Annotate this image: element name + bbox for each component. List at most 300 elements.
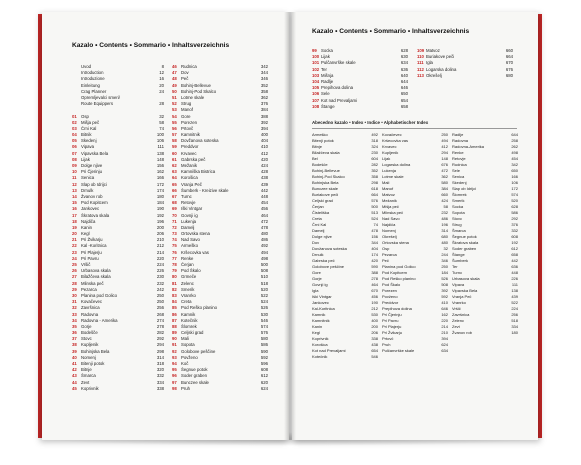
list-item-number: 82 — [172, 286, 177, 292]
list-item-label: Kanin — [312, 324, 323, 329]
list-item-number: 18 — [72, 218, 77, 224]
list-item-page: 636 — [400, 66, 408, 72]
list-item-label: Damelj — [312, 228, 325, 233]
list-item-page: 576 — [260, 330, 268, 336]
list-item-number: 75 — [172, 243, 177, 249]
list-item-page: 412 — [441, 144, 448, 149]
list-item-label: Vipavska Bela — [81, 150, 109, 156]
list-item-page: 212 — [371, 306, 378, 311]
list-item-page: 472 — [441, 168, 448, 173]
list-item — [452, 330, 518, 336]
list-item-number: 98 — [172, 385, 177, 391]
list-item-number: 108 — [312, 103, 320, 109]
list-item-label: Kot nad Prevaljami — [321, 97, 358, 103]
list-item-label: Turnc — [181, 193, 192, 199]
list-item-label: Bodešče — [312, 162, 328, 167]
list-item-label: Lotme skale — [382, 174, 404, 179]
list-item-page: 660 — [441, 192, 448, 197]
list-item-page: 438 — [371, 342, 378, 347]
list-item-label: Krvavec — [181, 150, 197, 156]
list-item-label: Bel — [312, 156, 318, 161]
list-item-number: 01 — [72, 113, 77, 119]
list-item-page: 192 — [156, 212, 164, 218]
list-item-number: 22 — [72, 243, 77, 249]
list-item-label: Kamnik — [181, 311, 196, 317]
list-item-number: 94 — [172, 361, 177, 366]
list-item-page: 384 — [260, 107, 268, 113]
list-item-page: 580 — [260, 336, 268, 342]
list-item-label: Žvanov rob — [81, 193, 103, 199]
list-item-page: 258 — [511, 138, 518, 143]
list-item-label: Prepihova dolina — [382, 306, 412, 311]
list-item-number: 08 — [72, 156, 77, 162]
list-item-page: 640 — [400, 72, 408, 78]
list-item-page: 156 — [156, 163, 164, 168]
list-item-page: 184 — [441, 270, 448, 275]
list-item-label: Kotečnik — [312, 354, 328, 359]
list-item-page: 250 — [156, 299, 164, 305]
list-item-page: 226 — [156, 268, 164, 274]
list-item-label: Kamniška Bistrica — [181, 169, 216, 175]
list-item-page: 388 — [371, 270, 378, 275]
list-item-number: 39 — [72, 348, 77, 354]
list-item-label: Bunczee skale — [312, 186, 339, 191]
list-item-label: Pri Pavru — [81, 255, 99, 261]
list-item-page: 200 — [371, 324, 378, 329]
list-item-page: 628 — [511, 204, 518, 209]
list-item-number: 33 — [72, 311, 77, 317]
list-item-label: Zevt — [452, 324, 460, 329]
list-item-label: Introduzione — [81, 76, 105, 82]
list-item-label: Radovna - Amerika — [81, 317, 118, 323]
list-item-label: Pri Žvikarju — [81, 237, 103, 243]
list-item-label: Lijak — [321, 54, 330, 60]
list-item-label: Pulčanvrške skale — [382, 348, 415, 353]
list-item-page: 214 — [441, 324, 448, 329]
list-item-page: 138 — [156, 150, 164, 156]
list-item-page: 358 — [260, 88, 268, 94]
list-item-page: 338 — [156, 385, 164, 391]
list-item-number: 42 — [72, 367, 77, 373]
list-item-label: Gorje — [81, 323, 92, 329]
list-item-label: Kupljenik — [81, 342, 99, 348]
list-item-number: 109 — [417, 48, 425, 53]
list-item-label: Gabrska peč — [312, 258, 335, 263]
list-item-number: 88 — [172, 323, 177, 329]
list-item-page: 210 — [156, 237, 164, 243]
list-item-page: 448 — [260, 193, 268, 199]
list-item-page: 362 — [441, 174, 448, 179]
list-item-number: 99 — [312, 48, 317, 53]
list-item-page: 268 — [156, 311, 164, 317]
index-column-1 — [312, 132, 378, 360]
list-item-number: 17 — [72, 212, 77, 218]
list-item-number: 41 — [72, 361, 77, 366]
list-item-label: Zelenc — [181, 280, 194, 286]
list-item-label: Senica — [452, 174, 465, 179]
list-item-label: Kršecovka vas — [382, 138, 409, 143]
list-item-page: 250 — [441, 132, 448, 137]
list-item-label: Peč — [382, 258, 389, 263]
list-item-page: 420 — [371, 258, 378, 263]
right-page — [292, 12, 538, 440]
list-item-page: 658 — [511, 252, 518, 257]
list-item-label: Rudnica — [181, 64, 197, 69]
list-item-label: Opremljevalci smeri/ — [81, 94, 120, 100]
contents-column-2 — [172, 64, 268, 392]
list-item-label: Mlinska peč — [382, 210, 404, 215]
list-item-number: 93 — [172, 354, 177, 360]
list-item-number: 95 — [172, 367, 177, 373]
list-item-number: 49 — [172, 82, 177, 88]
list-item-page: 166 — [511, 174, 518, 179]
list-item-label: Dolge njive — [81, 163, 103, 168]
list-item-number: 07 — [72, 150, 77, 156]
list-item-page: 400 — [371, 318, 378, 323]
list-item-number: 15 — [72, 200, 77, 206]
list-item-label: Bohinj-Pod Skalco — [312, 174, 345, 179]
list-item — [312, 104, 408, 110]
list-item-page: 148 — [156, 156, 164, 162]
list-item-page: 180 — [511, 330, 518, 335]
list-item-label: Nomenj — [382, 228, 396, 233]
list-item-page: 412 — [260, 150, 268, 156]
list-item-page: 428 — [260, 169, 268, 175]
list-item-page: 500 — [371, 204, 378, 209]
list-item-number: 44 — [72, 379, 77, 385]
list-item-label: Pezarca — [382, 252, 397, 257]
list-item-number: 107 — [312, 97, 320, 103]
list-item-page: 106 — [156, 138, 164, 144]
list-item-page: 464 — [371, 282, 378, 287]
list-item-label: Iški Vintgar — [181, 206, 203, 212]
list-item-page: 520 — [511, 198, 518, 203]
list-item-label: Dovžanova soteska — [312, 246, 347, 251]
list-item-label: Pri Pavru — [382, 318, 399, 323]
open-book — [34, 12, 546, 442]
alphabetical-index-title: Abecedno kazalo • Index • Indice • Alphabetischer Index — [312, 120, 429, 125]
list-item-label: Bohinj-Pod Skalco — [181, 88, 217, 94]
list-item-page: 658 — [400, 103, 408, 109]
list-item-label: Kegl — [81, 231, 90, 237]
list-item-page: 590 — [371, 264, 378, 269]
list-item-number: 64 — [172, 175, 177, 181]
list-item-page: 624 — [441, 342, 448, 347]
list-item-page: 111 — [511, 282, 518, 287]
list-item-label: Turnc — [452, 270, 463, 275]
list-item-number: 20 — [72, 231, 77, 237]
list-item-label: Šlomrek — [452, 192, 467, 197]
list-item-page: 448 — [511, 270, 518, 275]
list-item-page: 192 — [511, 240, 518, 245]
list-item-page: 400 — [260, 132, 268, 138]
list-item-page: 472 — [260, 218, 268, 224]
list-item-number: 83 — [172, 292, 177, 298]
list-item-label: Planina pod Golico — [382, 264, 416, 269]
list-item-page: 292 — [511, 216, 518, 221]
list-item-label: Grmeče — [181, 274, 197, 280]
list-item-number: 40 — [72, 354, 77, 360]
list-item-label: Prepihova dolina — [321, 85, 354, 91]
list-item-page: 148 — [441, 156, 448, 161]
list-item-label: Radovna-Amerika — [452, 144, 485, 149]
list-item-label: Okrešelj — [382, 234, 397, 239]
list-item-number: 34 — [72, 317, 77, 323]
list-item-page: 654 — [400, 97, 408, 103]
list-item-page: 636 — [511, 264, 518, 269]
list-item-number: 112 — [417, 66, 424, 72]
list-item-page: 624 — [260, 385, 268, 391]
list-item-number: 72 — [172, 224, 177, 230]
list-item-number: 60 — [172, 150, 177, 156]
list-item-page: 174 — [371, 252, 378, 257]
list-item-number: 26 — [72, 268, 77, 274]
list-item-page: 376 — [260, 101, 268, 107]
list-item-label: Nad Savo — [382, 216, 400, 221]
list-item-page: 592 — [441, 294, 448, 299]
list-item-page: 32 — [159, 113, 164, 119]
list-item-page: 522 — [260, 292, 268, 298]
list-item-label: Govnji ig — [181, 212, 198, 218]
list-item — [417, 73, 513, 79]
list-item-page: 74 — [159, 125, 164, 131]
list-item-number: 37 — [72, 336, 77, 342]
list-item-page: 256 — [511, 312, 518, 317]
list-item-label: Manof — [382, 186, 394, 191]
list-item-page: 180 — [156, 193, 164, 199]
list-item-number: 74 — [172, 237, 177, 243]
list-item-page: 58 — [159, 119, 164, 125]
list-item-page: 220 — [156, 255, 164, 261]
list-item-label: Radovna — [452, 138, 469, 143]
list-item-page: 32 — [443, 246, 448, 251]
list-item-page: 342 — [511, 162, 518, 167]
list-item-number: 54 — [172, 113, 177, 119]
list-item-page: 424 — [441, 198, 448, 203]
list-item-number: 76 — [172, 249, 177, 255]
list-item-label: Vipavska Bela — [452, 288, 478, 293]
list-item-label: Einleitung — [81, 82, 100, 88]
list-item-page: 344 — [371, 240, 378, 245]
list-item-label: Celjski grad — [312, 198, 333, 203]
list-item-page: 456 — [260, 206, 268, 212]
list-item-number: 62 — [172, 163, 177, 168]
list-item-page: 546 — [260, 317, 268, 323]
list-item-page: 274 — [156, 317, 164, 323]
list-item-page: 508 — [260, 268, 268, 274]
list-item-page: 294 — [441, 150, 448, 155]
list-item-label: Šmarca — [81, 373, 96, 379]
list-item-page: 478 — [371, 228, 378, 233]
list-item-label: Koprivnik — [81, 385, 99, 391]
list-item-label: Retovje — [181, 200, 196, 206]
list-item-label: Sele — [452, 168, 461, 173]
list-item-page: 394 — [441, 336, 448, 341]
list-item-page: 298 — [156, 348, 164, 354]
list-item-label: Mežanik — [181, 163, 198, 168]
list-item-label: Soder graben — [452, 246, 477, 251]
list-item-page: 478 — [260, 224, 268, 230]
list-item-label: Dov — [181, 70, 189, 76]
list-item-page: 596 — [260, 361, 268, 366]
list-item-label: Rudnica — [452, 162, 467, 167]
list-item-number: 103 — [312, 72, 320, 78]
list-item-label: Renke — [452, 150, 464, 155]
list-item-label: Šumberk - Kreizive skale — [181, 187, 229, 193]
list-item-page: 74 — [373, 222, 378, 227]
list-item-number: 09 — [72, 163, 77, 168]
list-item-label: Bitnje — [81, 367, 92, 373]
list-item-label: Preddvor — [382, 300, 399, 305]
list-item-number: 36 — [72, 330, 77, 336]
list-item-label: Kal -Koritnica — [81, 243, 107, 249]
list-item-page: 442 — [260, 187, 268, 193]
list-item-label: Logarska dolina — [382, 162, 411, 167]
list-item-page: 332 — [156, 373, 164, 379]
list-item-page: 646 — [441, 306, 448, 311]
list-item-page: 480 — [441, 240, 448, 245]
list-item-label: Koč — [181, 361, 189, 366]
list-item-page: 664 — [371, 192, 378, 197]
list-item-label: Bitnje — [312, 144, 323, 149]
list-item-label: Vranrko — [181, 292, 196, 298]
list-item-label: Zelenc — [452, 318, 465, 323]
contents-column-4 — [417, 48, 513, 79]
list-item-number: 32 — [72, 305, 77, 311]
list-item-label: Završnica — [452, 312, 470, 317]
list-item-label: Route Equippers — [81, 101, 114, 107]
list-item-number: 97 — [172, 379, 177, 385]
right-page-title: Kazalo • Contents • Sommario • Inhaltsverzeichnis — [312, 28, 470, 35]
list-item-page: 498 — [511, 150, 518, 155]
list-item-label: Renke — [181, 255, 194, 261]
list-item-number: 102 — [312, 66, 320, 72]
list-item-page: 338 — [371, 336, 378, 341]
list-item-page: 628 — [400, 48, 408, 53]
list-item-page: 332 — [511, 228, 518, 233]
list-item-number: 61 — [172, 156, 177, 162]
list-item-page: 612 — [260, 373, 268, 379]
list-item-label: Preddvor — [181, 144, 199, 150]
list-item-label: Vršič — [81, 262, 91, 267]
list-item-page: 262 — [511, 144, 518, 149]
list-item-label: Kot nad Prevaljami — [312, 348, 346, 353]
list-item-label: Vipava — [452, 282, 465, 287]
list-item-label: Pruh — [181, 385, 191, 391]
list-item-page: 358 — [371, 174, 378, 179]
list-item-number: 03 — [72, 125, 77, 131]
list-item-number: 105 — [312, 85, 320, 91]
list-item-label: Radovna — [81, 311, 99, 317]
list-item-number: 35 — [72, 323, 77, 329]
list-item-page: 486 — [260, 237, 268, 243]
list-item-label: Pulčanvrške skale — [321, 60, 356, 66]
list-item-page: 232 — [156, 280, 164, 286]
list-item-label: Čerjan — [312, 204, 324, 209]
list-item-page: 376 — [511, 222, 518, 227]
list-item-number: 81 — [172, 280, 177, 286]
list-item-label: Čerjan — [181, 262, 194, 267]
list-item-page: 530 — [371, 312, 378, 317]
list-item-label: Povženo — [181, 354, 198, 360]
list-item-page: 612 — [511, 246, 518, 251]
list-item-label: Urbasova skala — [81, 268, 111, 274]
list-item-label: Armeško — [181, 243, 198, 249]
list-item-page: 630 — [400, 54, 408, 60]
list-item-page: 250 — [156, 292, 164, 298]
list-item-label: Kamnik — [312, 312, 326, 317]
list-item-page: 410 — [441, 300, 448, 305]
list-item-page: 28 — [159, 101, 164, 107]
list-item-page: 342 — [260, 64, 268, 69]
list-item-label: Lijak — [382, 156, 391, 161]
list-item-label: Slap ob Idrijci — [81, 181, 107, 187]
list-item-label: Bitnik — [81, 132, 92, 138]
list-item-page: 524 — [371, 216, 378, 221]
list-item-label: Pruh — [382, 342, 391, 347]
list-item-page: 524 — [260, 299, 268, 305]
list-item-label: Škratova skala — [452, 240, 479, 245]
list-item-page: 518 — [511, 318, 518, 323]
list-item-label: Kršecovka vas — [181, 249, 209, 255]
list-item-page: 670 — [371, 288, 378, 293]
list-item-label: Čisteliška — [312, 210, 330, 215]
list-item-number: 55 — [172, 119, 177, 125]
list-item-label: Igla — [426, 60, 433, 66]
list-item-label: Jankovec — [81, 206, 100, 212]
list-item-label: Crag Planner — [81, 88, 107, 94]
list-item-page: 282 — [156, 330, 164, 336]
list-item-page: 608 — [511, 234, 518, 239]
list-item-number: 29 — [72, 286, 77, 292]
list-item-page: 464 — [260, 212, 268, 218]
list-item-label: Mali — [382, 180, 390, 185]
list-item-label: Najdiča — [382, 222, 396, 227]
list-item-page: 644 — [511, 132, 518, 137]
list-item-label: Armeško — [312, 132, 328, 137]
list-item-page: 184 — [156, 200, 164, 206]
list-item-page: 20 — [159, 82, 164, 88]
list-item-number: 71 — [172, 218, 177, 224]
list-item-label: Lijak — [81, 156, 90, 162]
list-item-label: Porezen — [181, 119, 198, 125]
list-item-number: 67 — [172, 193, 177, 199]
list-item-page: 230 — [371, 150, 378, 155]
list-item-label: Mežanik — [382, 198, 397, 203]
list-item-name — [382, 348, 438, 354]
list-item-page: 166 — [156, 175, 164, 181]
list-item-label: Stovc — [452, 216, 463, 221]
list-item-number: 106 — [312, 91, 320, 97]
list-item-page: 111 — [157, 144, 164, 150]
list-item-number: 85 — [172, 305, 177, 311]
list-item-label: Okrešelj — [426, 72, 442, 78]
list-item-page: 574 — [511, 192, 518, 197]
list-item-label: Pri Plajerju — [382, 324, 402, 329]
list-item-label: Buriakove peči — [426, 54, 455, 60]
list-item-label: Matvoz — [382, 192, 395, 197]
list-item-page: 604 — [371, 156, 378, 161]
list-item-label: Gore — [312, 270, 321, 275]
list-item-page: 454 — [260, 200, 268, 206]
list-item-page: 654 — [371, 348, 378, 353]
list-item-page: 324 — [371, 144, 378, 149]
list-item-label: Pod Škalo — [382, 282, 401, 287]
list-item-number: 79 — [172, 268, 177, 274]
list-item-page: 250 — [441, 264, 448, 269]
list-item-label: Mišja peč — [382, 204, 399, 209]
list-item-number: 84 — [172, 299, 177, 305]
